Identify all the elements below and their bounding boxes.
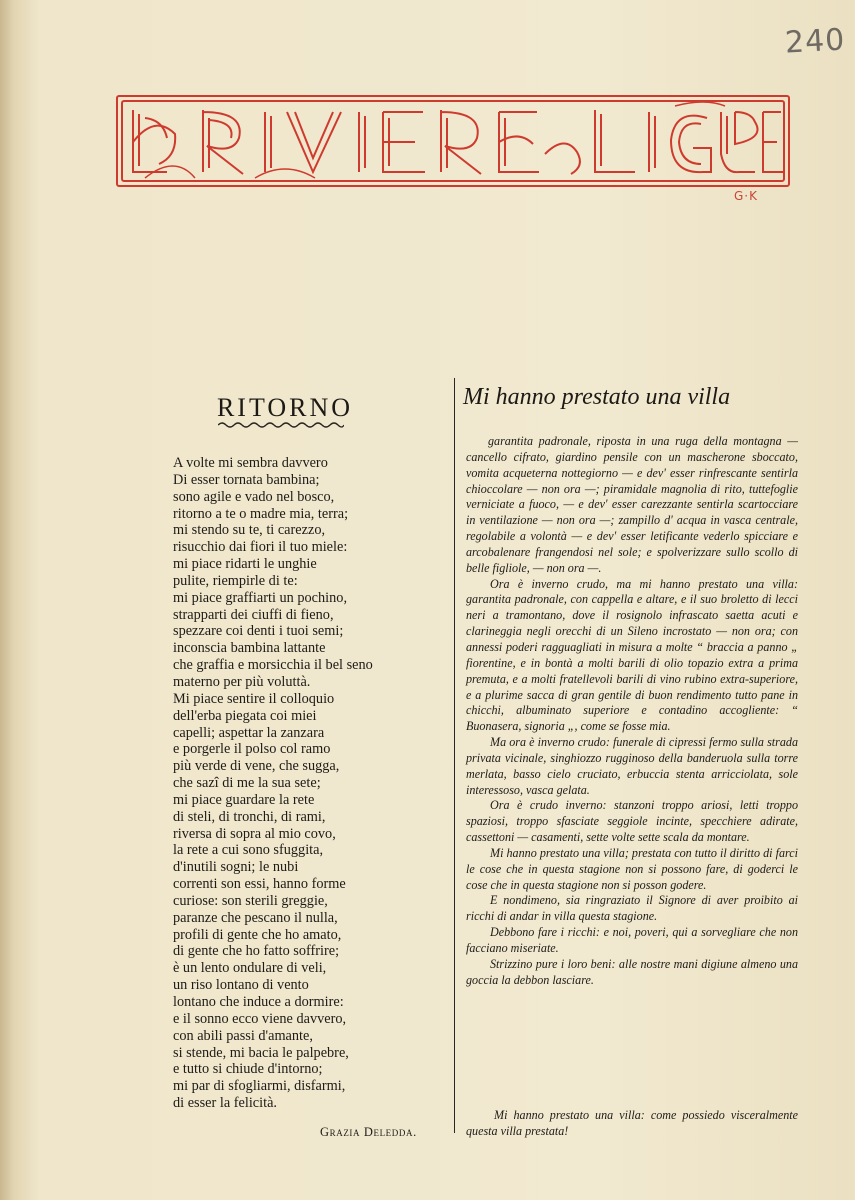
- poem-line: sono agile e vado nel bosco,: [173, 488, 335, 505]
- poem-line: di gente che ho fatto soffrire;: [173, 943, 340, 960]
- poem-line: profili di gente che ho amato,: [173, 926, 342, 943]
- poem-line: di esser la felicità.: [173, 1095, 278, 1112]
- poem-body: [173, 455, 443, 1112]
- poem-line: mi piace ridarti le unghie: [173, 556, 317, 573]
- poem-line: ritorno a te o madre mia, terra;: [173, 505, 349, 522]
- page-number: 240: [784, 22, 847, 61]
- poem-title: RITORNO: [216, 393, 354, 422]
- poem-line: materno per più voluttà.: [173, 673, 311, 690]
- poem-line: mi piace guardare la rete: [173, 791, 315, 808]
- poem-line: si stende, mi bacia le palpebre,: [173, 1044, 349, 1061]
- poem-line: dell'erba piegata coi miei: [173, 707, 317, 724]
- poem-line: più verde di vene, che sugga,: [173, 758, 340, 775]
- poem-line: un riso lontano di vento: [173, 977, 309, 994]
- prose-paragraph: Strizzino pure i loro beni: alle nostre mani digiune almeno una goccia la debbon lasciare.: [466, 956, 798, 987]
- poem-line: la rete a cui sono sfuggita,: [173, 842, 324, 859]
- poem-line: strapparti dei ciuffi di fieno,: [173, 606, 334, 623]
- poem-line: d'inutili sogni; le nubi: [173, 859, 299, 876]
- poem-line: correnti son essi, hanno forme: [173, 876, 346, 893]
- poem-line: e tutto si chiude d'intorno;: [173, 1061, 323, 1078]
- poem-line: e il sonno ecco viene davvero,: [173, 1010, 347, 1027]
- prose-closing: Mi hanno prestato una villa: come possiedo visceralmente questa villa prestata!: [466, 1108, 798, 1138]
- column-divider: [454, 378, 455, 1133]
- prose-paragraph: Ora è crudo inverno: stanzoni troppo ariosi, letti troppo spaziosi, troppo sfasciate seggiole incinte, specchiere adirate, cassettoni — casamenti, sette volte sette scala da montare.: [466, 798, 798, 845]
- poem-line: Mi piace sentire il colloquio: [173, 690, 335, 707]
- poem-line: paranze che pescano il nulla,: [173, 909, 338, 926]
- decorative-logo: [115, 94, 791, 188]
- poem-line: che sazî di me la sua sete;: [173, 775, 321, 792]
- prose-paragraph: Debbono fare i ricchi: e noi, poveri, qui a sorvegliare che non facciano miseriate.: [466, 925, 798, 955]
- poem-line: Di esser tornata bambina;: [173, 471, 320, 488]
- prose-paragraph: garantita padronale, riposta in una ruga della montagna — cancello cifrato, giardino pensile con un mascherone sboccato, vomita acqueterna nottegiorno — e dev' esser rinfrescante sentirla chioccolare — non ora —; piramidale magnolia di rito, tuttefoglie verniciate a fuoco, — e dev' esser carezzante sentirla scartocciare in ventilazione — non ora —; zampillo d' acqua in vasca centrale, regolabile a volontà — e dev' esser letificante vederlo spicciare e arcobalenare frangendosi nel sole; e spolverizzare sullo scollo di belle figliole, — non ora —.: [466, 434, 798, 575]
- poem-line: è un lento ondulare di veli,: [173, 960, 327, 977]
- prose-title: Mi hanno prestato una villa: [463, 384, 731, 410]
- prose-paragraph: Ora è inverno crudo, ma mi hanno prestato una villa: garantita padronale, con cappella e altare, e il suo broletto di lecci neri a tramontano, dove il rosignolo infrascato saetta acuti e clarineggia negli orecchi di un Sileno incrostato — non ora; con annessi poderi ragguagliati in misura a molte “ braccia a panno „ fiorentine, e in bontà a molti barili di olio topazio extra a prima premuta, e a molti fratellevoli barili di vino rubino extra-superiore, e a plurime sacca di gran gentile di buon rendimento tutto pane in chicchi, albuminato superiore e contadino accogliente: “ Buonasera, signoria „, come se fosse mia.: [466, 576, 798, 734]
- poem-line: pulite, riempirle di te:: [173, 572, 298, 589]
- illustrator-monogram: G·K: [734, 189, 758, 203]
- poem-line: inconscia bambina lattante: [173, 640, 326, 657]
- poem-line: mi piace graffiarti un pochino,: [173, 589, 348, 606]
- poem-line: di steli, di tronchi, di rami,: [173, 808, 326, 825]
- poem-line: lontano che induce a dormire:: [173, 994, 344, 1010]
- poem-line: e porgerle il polso col ramo: [173, 741, 331, 758]
- poem-line: spezzare coi denti i tuoi semi;: [173, 623, 344, 640]
- prose-paragraph: Ma ora è inverno crudo: funerale di cipressi fermo sulla strada privata vicinale, singhiozzo rugginoso della banderuola sulla torre merlata, basso cielo cruciato, erbuccia stenta arricciolata, sole interessoso, vasca gelata.: [466, 735, 798, 797]
- poem-line: risucchio dai fiori il tuo miele:: [173, 539, 348, 556]
- poem-line: riversa di sopra al mio covo,: [173, 825, 336, 842]
- poem-line: A volte mi sembra davvero: [173, 455, 328, 471]
- poem-author: Grazia Deledda.: [320, 1125, 417, 1139]
- poem-line: capelli; aspettar la zanzara: [173, 724, 325, 741]
- poem-line: curiose: son sterili greggie,: [173, 892, 328, 909]
- masthead-banner: [115, 94, 791, 188]
- title-ornament: [218, 421, 344, 429]
- poem-line: mi par di sfogliarmi, disfarmi,: [173, 1078, 346, 1095]
- poem-line: mi stendo su te, ti carezzo,: [173, 522, 326, 539]
- poem-line: con abili passi d'amante,: [173, 1027, 313, 1044]
- prose-body: [466, 434, 798, 989]
- prose-paragraph: E nondimeno, sia ringraziato il Signore di aver proibito ai ricchi di andar in villa questa stagione.: [466, 893, 798, 924]
- poem-line: che graffia e morsicchia il bel seno: [173, 657, 373, 674]
- prose-paragraph: Mi hanno prestato una villa; prestata con tutto il diritto di farci le cose che in questa stagione non si possono fare, di goderci le cose che in questa stagione non si posson godere.: [466, 845, 798, 892]
